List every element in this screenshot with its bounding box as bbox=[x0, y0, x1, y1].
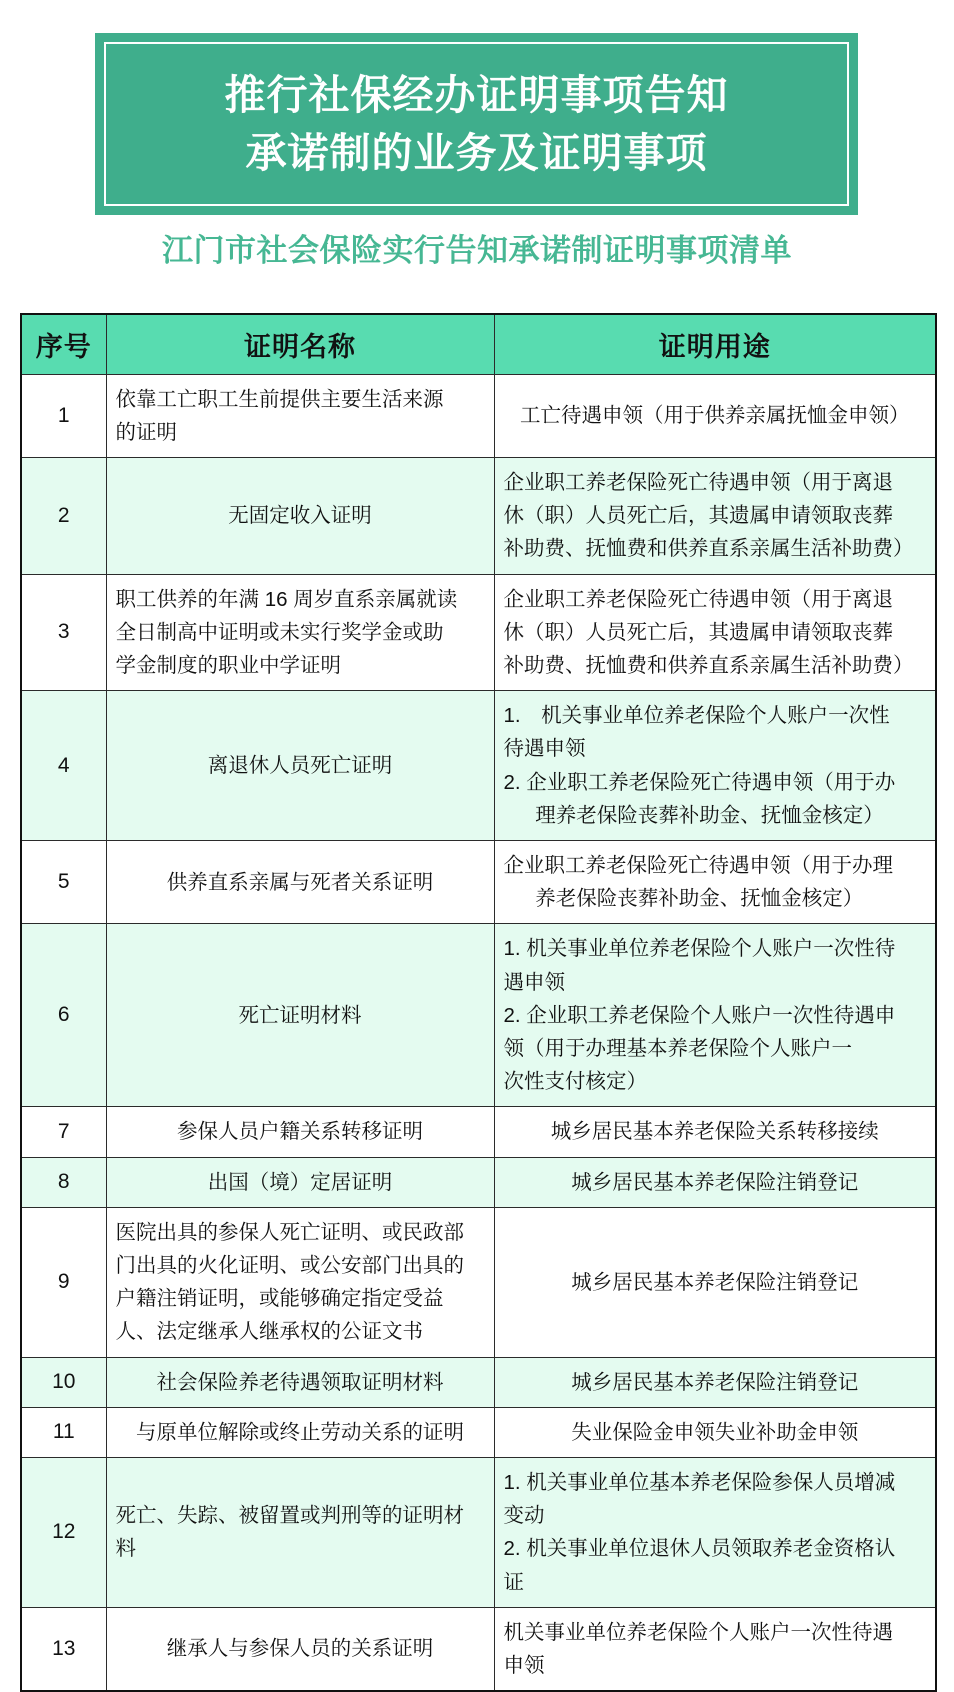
cell-text-line: 工亡待遇申领（用于供养亲属抚恤金申领） bbox=[520, 404, 910, 428]
cell-text-line: 次性支付核定） bbox=[503, 1070, 647, 1094]
cell-text-line: 2. 企业职工养老保险死亡待遇申领（用于办 bbox=[503, 770, 896, 794]
cell-text-line: 继承人与参保人员的关系证明 bbox=[166, 1637, 434, 1661]
cell-text-line: 休（职）人员死亡后，其遗属申请领取丧葬 bbox=[503, 504, 893, 528]
cell-text bbox=[116, 1416, 485, 1449]
cell-text-line: 全日制高中证明或未实行奖学金或助 bbox=[115, 620, 444, 644]
cell-text-line: 离退休人员死亡证明 bbox=[207, 753, 393, 777]
page-title-line-1: 推行社保经办证明事项告知 bbox=[224, 71, 729, 118]
cell-text bbox=[504, 849, 927, 915]
table-row bbox=[21, 374, 936, 457]
cell-text-line: 参保人员户籍关系转移证明 bbox=[177, 1120, 423, 1144]
row-index-cell: 6 bbox=[21, 924, 106, 1107]
certificate-use-cell bbox=[494, 457, 936, 574]
certificate-name-cell bbox=[106, 374, 494, 457]
table-row bbox=[21, 1457, 936, 1607]
column-header-name: 证明名称 bbox=[106, 314, 494, 374]
table-row bbox=[21, 1407, 936, 1457]
certificate-name-cell bbox=[106, 924, 494, 1107]
certificate-name-cell bbox=[106, 840, 494, 923]
cell-text-line: 理养老保险丧葬补助金、抚恤金核定） bbox=[535, 803, 884, 827]
certificate-name-cell bbox=[106, 1607, 494, 1691]
table-row bbox=[21, 457, 936, 574]
table-row bbox=[21, 1107, 936, 1157]
cell-text-line: 2. 机关事业单位退休人员领取养老金资格认 bbox=[503, 1537, 896, 1561]
row-index-cell: 5 bbox=[21, 840, 106, 923]
cell-text-line: 与原单位解除或终止劳动关系的证明 bbox=[136, 1420, 464, 1444]
cell-text bbox=[116, 1632, 485, 1665]
cell-text-line: 城乡居民基本养老保险关系转移接续 bbox=[550, 1120, 879, 1144]
certificate-name-cell bbox=[106, 1207, 494, 1357]
row-index-cell: 12 bbox=[21, 1457, 106, 1607]
row-index-cell: 10 bbox=[21, 1357, 106, 1407]
row-index-cell: 3 bbox=[21, 574, 106, 691]
table-row bbox=[21, 840, 936, 923]
table-row bbox=[21, 1357, 936, 1407]
certificate-name-cell bbox=[106, 1107, 494, 1157]
cell-text bbox=[504, 583, 927, 683]
cell-text bbox=[116, 583, 485, 683]
row-index-cell: 8 bbox=[21, 1157, 106, 1207]
row-index-cell: 1 bbox=[21, 374, 106, 457]
cell-text bbox=[504, 1115, 927, 1148]
table-row bbox=[21, 1607, 936, 1691]
cell-text-line: 死亡证明材料 bbox=[238, 1003, 362, 1027]
certificate-name-cell bbox=[106, 1357, 494, 1407]
cell-text-line: 城乡居民基本养老保险注销登记 bbox=[571, 1370, 859, 1394]
cell-text bbox=[116, 749, 485, 782]
cell-text-line: 1. 机关事业单位养老保险个人账户一次性 bbox=[503, 704, 890, 728]
certificate-use-cell bbox=[494, 1457, 936, 1607]
cell-text-line: 户籍注销证明，或能够确定指定受益 bbox=[115, 1287, 444, 1311]
cell-text bbox=[504, 1416, 927, 1449]
cell-text-line: 的证明 bbox=[115, 420, 177, 444]
cell-text-line: 企业职工养老保险死亡待遇申领（用于离退 bbox=[503, 587, 893, 611]
cell-text-line: 遇申领 bbox=[503, 970, 565, 994]
certificate-name-cell bbox=[106, 457, 494, 574]
table-row bbox=[21, 1207, 936, 1357]
cell-text bbox=[504, 466, 927, 566]
column-header-use: 证明用途 bbox=[494, 314, 936, 374]
certificate-use-cell bbox=[494, 374, 936, 457]
cell-text-line: 补助费、抚恤费和供养直系亲属生活补助费） bbox=[503, 537, 914, 561]
certificate-name-cell bbox=[106, 1457, 494, 1607]
cell-text bbox=[504, 1466, 927, 1599]
row-index-cell: 2 bbox=[21, 457, 106, 574]
cell-text-line: 供养直系亲属与死者关系证明 bbox=[166, 870, 434, 894]
cell-text-line: 1. 机关事业单位养老保险个人账户一次性待 bbox=[503, 937, 896, 961]
cell-text-line: 养老保险丧葬补助金、抚恤金核定） bbox=[535, 887, 864, 911]
certificate-use-cell bbox=[494, 1357, 936, 1407]
cell-text-line: 死亡、失踪、被留置或判刑等的证明材 bbox=[115, 1504, 464, 1528]
certificate-use-cell bbox=[494, 1157, 936, 1207]
cell-text-line: 无固定收入证明 bbox=[228, 504, 372, 528]
cell-text bbox=[116, 1216, 485, 1349]
certificate-use-cell bbox=[494, 1107, 936, 1157]
cell-text-line: 城乡居民基本养老保险注销登记 bbox=[571, 1270, 859, 1294]
cell-text-line: 2. 企业职工养老保险个人账户一次性待遇申 bbox=[503, 1003, 896, 1027]
cell-text-line: 企业职工养老保险死亡待遇申领（用于办理 bbox=[503, 853, 893, 877]
row-index-cell: 7 bbox=[21, 1107, 106, 1157]
cell-text bbox=[116, 999, 485, 1032]
page-subtitle: 江门市社会保险实行告知承诺制证明事项清单 bbox=[162, 233, 792, 268]
certificate-name-cell bbox=[106, 691, 494, 841]
certificate-list-table-wrapper bbox=[20, 313, 935, 1692]
cell-text-line: 依靠工亡职工生前提供主要生活来源 bbox=[115, 387, 444, 411]
column-header-no: 序号 bbox=[21, 314, 106, 374]
cell-text-line: 医院出具的参保人死亡证明、或民政部 bbox=[115, 1220, 464, 1244]
table-row bbox=[21, 574, 936, 691]
certificate-use-cell bbox=[494, 574, 936, 691]
certificate-name-cell bbox=[106, 574, 494, 691]
cell-text bbox=[504, 1166, 927, 1199]
cell-text bbox=[504, 1266, 927, 1299]
cell-text-line: 证 bbox=[503, 1570, 524, 1594]
certificate-list-table bbox=[20, 313, 937, 1692]
cell-text-line: 城乡居民基本养老保险注销登记 bbox=[571, 1170, 859, 1194]
table-row bbox=[21, 924, 936, 1107]
cell-text-line: 人、法定继承人继承权的公证文书 bbox=[115, 1320, 423, 1344]
cell-text-line: 学金制度的职业中学证明 bbox=[115, 653, 341, 677]
cell-text bbox=[116, 499, 485, 532]
cell-text-line: 失业保险金申领失业补助金申领 bbox=[571, 1420, 859, 1444]
cell-text bbox=[116, 866, 485, 899]
cell-text-line: 企业职工养老保险死亡待遇申领（用于离退 bbox=[503, 470, 893, 494]
cell-text-line: 待遇申领 bbox=[503, 737, 586, 761]
cell-text-line: 出国（境）定居证明 bbox=[207, 1170, 393, 1194]
cell-text-line: 领（用于办理基本养老保险个人账户一 bbox=[503, 1036, 852, 1060]
table-header-row bbox=[21, 314, 936, 374]
table-row bbox=[21, 1157, 936, 1207]
certificate-use-cell bbox=[494, 1407, 936, 1457]
cell-text bbox=[116, 1499, 485, 1565]
cell-text bbox=[116, 1366, 485, 1399]
cell-text bbox=[116, 1115, 485, 1148]
certificate-use-cell bbox=[494, 840, 936, 923]
cell-text-line: 料 bbox=[115, 1537, 136, 1561]
table-row bbox=[21, 691, 936, 841]
cell-text-line: 机关事业单位养老保险个人账户一次性待遇 bbox=[503, 1620, 893, 1644]
cell-text-line: 社会保险养老待遇领取证明材料 bbox=[156, 1370, 444, 1394]
row-index-cell: 4 bbox=[21, 691, 106, 841]
cell-text bbox=[116, 1166, 485, 1199]
cell-text bbox=[504, 699, 927, 832]
certificate-use-cell bbox=[494, 691, 936, 841]
cell-text bbox=[504, 1616, 927, 1682]
cell-text-line: 补助费、抚恤费和供养直系亲属生活补助费） bbox=[503, 653, 914, 677]
cell-text bbox=[504, 932, 927, 1098]
certificate-use-cell bbox=[494, 1207, 936, 1357]
cell-text bbox=[116, 383, 485, 449]
cell-text bbox=[504, 1366, 927, 1399]
cell-text-line: 1. 机关事业单位基本养老保险参保人员增减 bbox=[503, 1470, 896, 1494]
table-head bbox=[21, 314, 936, 374]
cell-text-line: 申领 bbox=[503, 1654, 545, 1677]
row-index-cell: 11 bbox=[21, 1407, 106, 1457]
cell-text-line: 休（职）人员死亡后，其遗属申请领取丧葬 bbox=[503, 620, 893, 644]
cell-text-line: 变动 bbox=[503, 1504, 545, 1528]
certificate-name-cell bbox=[106, 1407, 494, 1457]
cell-text-line: 门出具的火化证明、或公安部门出具的 bbox=[115, 1253, 464, 1277]
page-title bbox=[199, 66, 755, 182]
certificate-name-cell bbox=[106, 1157, 494, 1207]
row-index-cell: 9 bbox=[21, 1207, 106, 1357]
banner-header bbox=[95, 33, 858, 215]
table-body bbox=[21, 374, 936, 1691]
cell-text-line: 职工供养的年满 16 周岁直系亲属就读 bbox=[115, 587, 458, 611]
cell-text bbox=[504, 399, 927, 432]
certificate-use-cell bbox=[494, 1607, 936, 1691]
row-index-cell: 13 bbox=[21, 1607, 106, 1691]
page-title-line-2: 承诺制的业务及证明事项 bbox=[245, 130, 708, 176]
certificate-use-cell bbox=[494, 924, 936, 1107]
